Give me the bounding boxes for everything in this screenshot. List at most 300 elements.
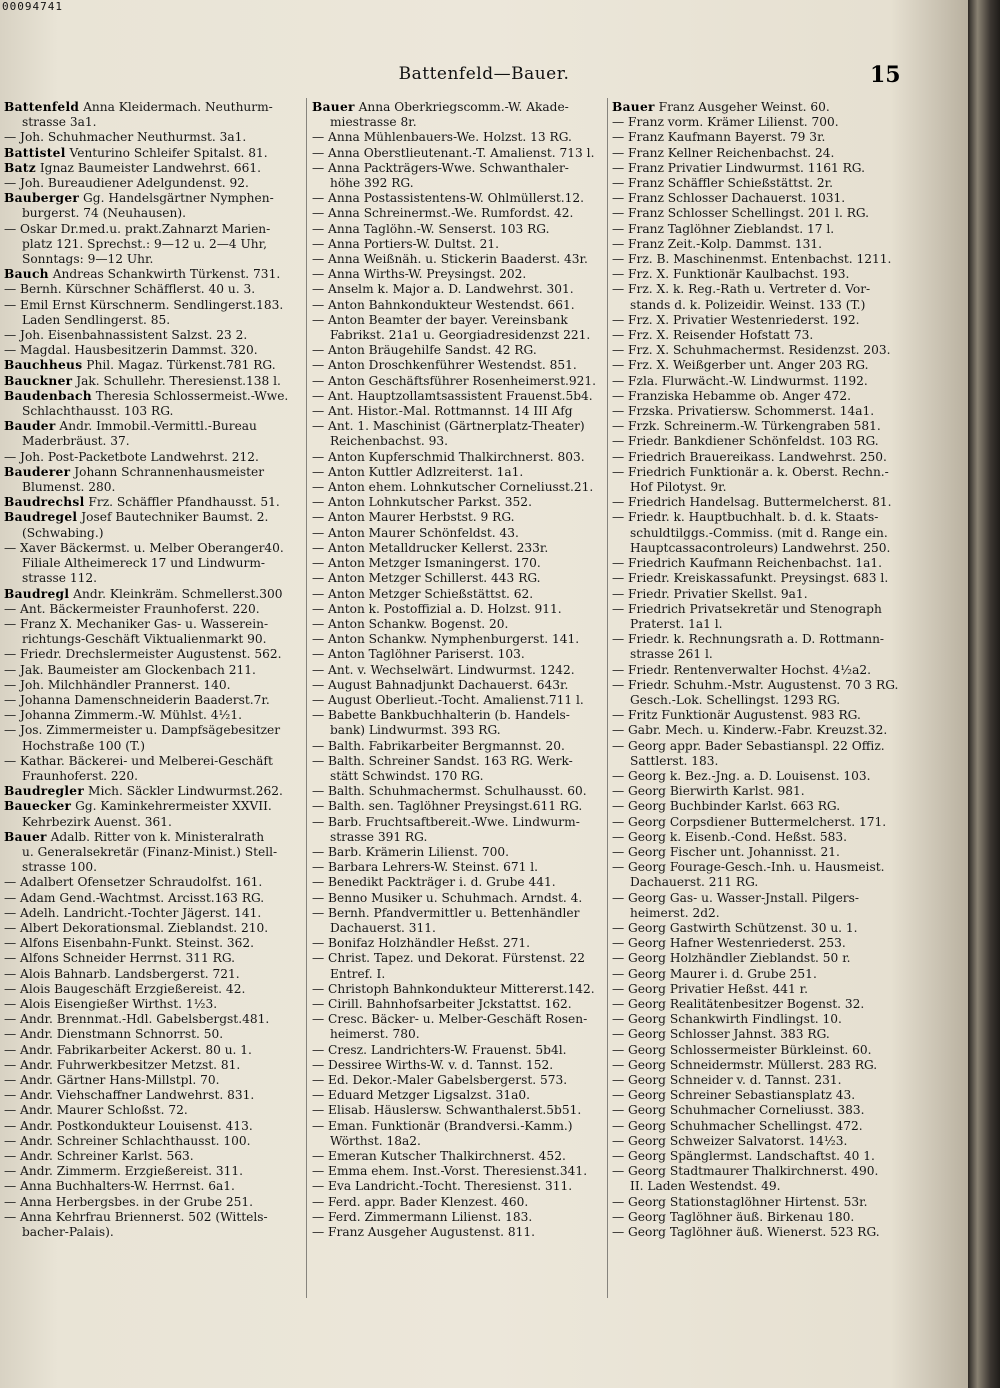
directory-entry: [312, 313, 610, 328]
surname-entry: [4, 146, 304, 161]
directory-entry: [4, 602, 304, 617]
entry-text: strasse 112.: [22, 571, 97, 586]
entry-text: — Georg Schuhmacher Corneliusst. 383.: [612, 1103, 865, 1118]
directory-entry: [312, 115, 610, 130]
entry-text: — Ant. Histor.-Mal. Rottmannst. 14 III Afg: [312, 404, 573, 419]
directory-entry: [312, 1134, 610, 1149]
entry-text: — Albert Dekorationsmal. Zieblandst. 210.: [4, 920, 269, 935]
entry-text: — Bonifaz Holzhändler Heßst. 271.: [312, 936, 531, 951]
directory-entry: [612, 647, 967, 662]
entry-text: Kehrbezirk Auenst. 361.: [22, 814, 172, 829]
entry-text: — Ed. Dekor.-Maler Gabelsbergerst. 573.: [312, 1073, 568, 1087]
entry-text: — Friedr. Drechslermeister Augustenst. 562.: [4, 647, 282, 662]
directory-entry: [4, 1195, 304, 1210]
page-number: 15: [870, 62, 901, 88]
directory-entry: [4, 997, 304, 1012]
directory-entry: [612, 739, 967, 754]
directory-entry: [4, 739, 304, 754]
directory-entry: [4, 222, 304, 237]
entry-text: — Adelh. Landricht.-Tochter Jägerst. 141.: [4, 905, 262, 920]
directory-entry: [312, 161, 610, 176]
entry-text: Fraunhoferst. 220.: [22, 768, 139, 783]
directory-entry: [612, 510, 967, 525]
surname-heading: Baudregl: [4, 586, 70, 601]
surname-entry: [4, 419, 304, 434]
entry-text: — Anton Metzger Schillerst. 443 RG.: [312, 571, 541, 586]
directory-entry: [612, 161, 967, 176]
entry-text: höhe 392 RG.: [330, 176, 414, 191]
directory-entry: [4, 647, 304, 662]
directory-entry: [312, 799, 610, 814]
directory-entry: [612, 571, 967, 586]
entry-text: schuldtilggs.-Commiss. (mit d. Range ein.: [630, 525, 888, 540]
entry-text: — Friedrich Funktionär a. k. Oberst. Rechn.-: [612, 464, 889, 479]
entry-text: — Anton Metalldrucker Kellerst. 233r.: [312, 540, 549, 555]
directory-entry: [312, 130, 610, 145]
directory-entry: [312, 1103, 610, 1118]
entry-text: Frz. Schäffler Pfandhausst. 51.: [84, 495, 280, 510]
directory-entry: [312, 754, 610, 769]
directory-entry: [4, 404, 304, 419]
directory-entry: [312, 784, 610, 799]
entry-text: — Balth. sen. Taglöhner Preysingst.611 RG.: [312, 799, 583, 814]
directory-entry: [312, 1119, 610, 1134]
entry-text: — Friedr. Privatier Skellst. 9a1.: [612, 586, 808, 601]
column-2: [312, 100, 610, 1240]
entry-text: — Georg Schneidermstr. Müllerst. 283 RG.: [612, 1057, 878, 1072]
entry-text: — Georg Taglöhner äuß. Birkenau 180.: [612, 1209, 855, 1224]
entry-text: — Balth. Schreiner Sandst. 163 RG. Werk-: [312, 753, 573, 768]
directory-entry: [312, 815, 610, 830]
entry-text: — Bernh. Kürschner Schäfflerst. 40 u. 3.: [4, 282, 256, 297]
entry-text: Andreas Schankwirth Türkenst. 731.: [48, 267, 281, 282]
surname-heading: Bauckner: [4, 373, 73, 388]
entry-text: — Andr. Fabrikarbeiter Ackerst. 80 u. 1.: [4, 1042, 252, 1057]
directory-entry: [312, 176, 610, 191]
entry-text: Laden Sendlingerst. 85.: [22, 312, 171, 327]
directory-entry: [312, 389, 610, 404]
entry-text: — Andr. Zimmerm. Erzgießereist. 311.: [4, 1164, 243, 1179]
directory-entry: [612, 632, 967, 647]
directory-entry: [312, 663, 610, 678]
surname-entry: [4, 784, 304, 799]
directory-entry: [312, 997, 610, 1012]
directory-entry: [312, 222, 610, 237]
entry-text: — Ant. v. Wechselwärt. Lindwurmst. 1242.: [312, 662, 575, 677]
entry-text: — Franz Schäffler Schießstättst. 2r.: [612, 176, 834, 191]
entry-text: — Friedr. Schuhm.-Mstr. Augustenst. 70 3 RG.: [612, 677, 899, 692]
entry-text: stands d. k. Polizeidir. Weinst. 133 (T.): [630, 297, 866, 312]
entry-text: — Anton Taglöhner Pariserst. 103.: [312, 647, 525, 662]
entry-text: — Friedrich Brauereikass. Landwehrst. 250.: [612, 449, 887, 464]
entry-text: — August Oberlieut.-Tocht. Amalienst.711 l.: [312, 692, 584, 707]
directory-entry: [4, 176, 304, 191]
entry-text: — Andr. Gärtner Hans-Millstpl. 70.: [4, 1073, 220, 1087]
directory-entry: [312, 419, 610, 434]
entry-text: — Anna Buchhalters-W. Herrnst. 6a1.: [4, 1179, 235, 1194]
directory-entry: [312, 830, 610, 845]
directory-entry: [612, 587, 967, 602]
entry-text: — Anna Wirths-W. Preysingst. 202.: [312, 267, 527, 282]
entry-text: — Andr. Viehschaffner Landwehrst. 831.: [4, 1088, 255, 1103]
directory-entry: [4, 480, 304, 495]
directory-entry: [612, 1195, 967, 1210]
entry-text: — Adam Gend.-Wachtmst. Arcisst.163 RG.: [4, 890, 265, 905]
entry-text: Gg. Kaminkehrermeister XXVII.: [71, 799, 272, 814]
directory-entry: [4, 450, 304, 465]
entry-text: — Friedrich Handelsag. Buttermelcherst. 81.: [612, 495, 892, 510]
entry-text: — Joh. Post-Packetbote Landwehrst. 212.: [4, 449, 259, 464]
entry-text: heimerst. 2d2.: [630, 905, 720, 920]
entry-text: — Anton Maurer Herbstst. 9 RG.: [312, 510, 515, 525]
entry-text: — Barb. Fruchtsaftbereit.-Wwe. Lindwurm-: [312, 814, 580, 829]
directory-entry: [612, 617, 967, 632]
directory-entry: [612, 906, 967, 921]
directory-entry: [4, 556, 304, 571]
directory-entry: [612, 1164, 967, 1179]
entry-text: — Frz. X. Schuhmachermst. Residenzst. 203.: [612, 343, 891, 358]
directory-entry: [4, 967, 304, 982]
entry-text: — Georg k. Eisenb.-Cond. Heßst. 583.: [612, 829, 847, 844]
entry-text: — Christ. Tapez. und Dekorat. Fürstenst. 22: [312, 951, 586, 966]
entry-text: — Friedr. Rentenverwalter Hochst. 4½a2.: [612, 662, 872, 677]
entry-text: — Franziska Hebamme ob. Anger 472.: [612, 388, 852, 403]
surname-entry: [4, 510, 304, 525]
surname-entry: [4, 267, 304, 282]
directory-entry: [4, 1012, 304, 1027]
entry-text: — Anna Oberstlieutenant.-T. Amalienst. 713 l.: [312, 145, 595, 160]
running-header: [0, 62, 968, 92]
entry-text: — Fzla. Flurwächt.-W. Lindwurmst. 1192.: [612, 373, 868, 388]
entry-text: — Ant. Bäckermeister Fraunhoferst. 220.: [4, 601, 260, 616]
entry-text: — Georg Corpsdiener Buttermelcherst. 171.: [612, 814, 887, 829]
entry-text: — Franz Schlosser Dachauerst. 1031.: [612, 191, 846, 206]
directory-entry: [312, 1043, 610, 1058]
entry-text: burgerst. 74 (Neuhausen).: [22, 206, 186, 221]
surname-entry: [4, 495, 304, 510]
entry-text: — August Bahnadjunkt Dachauerst. 643r.: [312, 677, 569, 692]
entry-text: — Georg Hafner Westenriederst. 253.: [612, 936, 846, 951]
entry-text: — Franz Privatier Lindwurmst. 1161 RG.: [612, 160, 865, 175]
entry-text: Reichenbachst. 93.: [330, 434, 449, 449]
entry-text: — Balth. Fabrikarbeiter Bergmannst. 20.: [312, 738, 565, 753]
entry-text: — Eva Landricht.-Tocht. Theresienst. 311.: [312, 1179, 573, 1194]
directory-entry: [612, 951, 967, 966]
directory-entry: [612, 769, 967, 784]
directory-entry: [312, 951, 610, 966]
surname-heading: Bauderer: [4, 464, 71, 479]
directory-entry: [4, 951, 304, 966]
directory-entry: [612, 1149, 967, 1164]
entry-text: — Franz Schlosser Schellingst. 201 l. RG.: [612, 206, 870, 221]
directory-entry: [612, 298, 967, 313]
entry-text: — Georg Realitätenbesitzer Bogenst. 32.: [612, 996, 865, 1011]
entry-text: strasse 261 l.: [630, 647, 713, 662]
entry-text: Blumenst. 280.: [22, 480, 116, 495]
entry-text: — Kathar. Bäckerei- und Melberei-Geschäft: [4, 753, 273, 768]
entry-text: — Alfons Schneider Herrnst. 311 RG.: [4, 951, 236, 966]
entry-text: Anna Kleidermach. Neuthurm-: [79, 100, 273, 114]
entry-text: — Georg Schreiner Sebastiansplatz 43.: [612, 1088, 856, 1103]
directory-entry: [612, 997, 967, 1012]
entry-text: — Friedr. k. Rechnungsrath a. D. Rottmann-: [612, 632, 885, 647]
entry-text: — Georg Maurer i. d. Grube 251.: [612, 966, 817, 981]
entry-text: Gesch.-Lok. Schellingst. 1293 RG.: [630, 692, 841, 707]
directory-entry: [312, 358, 610, 373]
directory-entry: [4, 526, 304, 541]
entry-text: Sattlerst. 183.: [630, 753, 719, 768]
entry-text: — Frz. X. Reisender Hofstatt 73.: [612, 328, 814, 343]
entry-text: — Magdal. Hausbesitzerin Dammst. 320.: [4, 343, 258, 358]
entry-text: Ignaz Baumeister Landwehrst. 661.: [35, 160, 262, 175]
directory-entry: [312, 282, 610, 297]
directory-entry: [312, 982, 610, 997]
entry-text: — Barb. Krämerin Lilienst. 700.: [312, 844, 509, 859]
entry-text: — Frz. X. Funktionär Kaulbachst. 193.: [612, 267, 850, 282]
entry-text: — Frz. X. k. Reg.-Rath u. Vertreter d. Vor-: [612, 282, 871, 297]
directory-entry: [4, 663, 304, 678]
entry-text: — Andr. Maurer Schloßst. 72.: [4, 1103, 188, 1118]
entry-text: Praterst. 1a1 l.: [630, 616, 723, 631]
directory-entry: [312, 267, 610, 282]
directory-entry: [312, 936, 610, 951]
directory-entry: [612, 1058, 967, 1073]
entry-text: — Cirill. Bahnhofsarbeiter Jckstattst. 162.: [312, 996, 572, 1011]
entry-text: — Andr. Schreiner Karlst. 563.: [4, 1149, 194, 1164]
entry-text: — Eman. Funktionär (Brandversi.-Kamm.): [312, 1118, 573, 1133]
entry-text: Jak. Schullehr. Theresienst.138 l.: [72, 373, 281, 388]
entry-text: — Anna Schreinermst.-We. Rumfordst. 42.: [312, 206, 574, 221]
directory-entry: [312, 617, 610, 632]
column-1: [4, 100, 304, 1240]
surname-entry: [612, 100, 967, 115]
directory-entry: [4, 693, 304, 708]
directory-entry: [612, 799, 967, 814]
directory-entry: [612, 206, 967, 221]
entry-text: — Anna Postassistentens-W. Ohlmüllerst.12.: [312, 191, 584, 206]
directory-entry: [312, 708, 610, 723]
entry-text: — Fritz Funktionär Augustenst. 983 RG.: [612, 708, 861, 723]
directory-entry: [312, 541, 610, 556]
directory-entry: [4, 1210, 304, 1225]
directory-entry: [312, 678, 610, 693]
directory-entry: [612, 419, 967, 434]
entry-text: — Joh. Milchhändler Prannerst. 140.: [4, 677, 231, 692]
surname-heading: Bauch: [4, 267, 49, 282]
entry-text: — Cresz. Landrichters-W. Frauenst. 5b4l.: [312, 1042, 567, 1057]
entry-text: — Balth. Schuhmachermst. Schulhausst. 60.: [312, 784, 587, 799]
surname-entry: [4, 358, 304, 373]
directory-entry: [312, 556, 610, 571]
directory-entry: [4, 678, 304, 693]
directory-entry: [612, 815, 967, 830]
entry-text: — Jak. Baumeister am Glockenbach 211.: [4, 662, 256, 677]
directory-entry: [312, 647, 610, 662]
entry-text: — Oskar Dr.med.u. prakt.Zahnarzt Marien-: [4, 221, 271, 236]
entry-text: Theresia Schlossermeist.-Wwe.: [91, 388, 289, 403]
entry-text: Wörthst. 18a2.: [330, 1133, 421, 1148]
directory-entry: [612, 191, 967, 206]
entry-text: — Georg appr. Bader Sebastianspl. 22 Offiz.: [612, 738, 885, 753]
surname-entry: [4, 389, 304, 404]
entry-text: — Friedr. Kreiskassafunkt. Preysingst. 683 l.: [612, 571, 889, 586]
directory-entry: [612, 1179, 967, 1194]
entry-text: — Anton Lohnkutscher Parkst. 352.: [312, 495, 532, 510]
entry-text: richtungs-Geschäft Viktualienmarkt 90.: [22, 632, 267, 647]
directory-entry: [4, 708, 304, 723]
directory-entry: [612, 267, 967, 282]
surname-entry: [4, 587, 304, 602]
entry-text: (Schwabing.): [22, 525, 104, 540]
entry-text: — Alois Eisengießer Wirthst. 1½3.: [4, 996, 218, 1011]
directory-entry: [4, 541, 304, 556]
entry-text: Maderbräust. 37.: [22, 434, 130, 449]
entry-text: — Anton Schankw. Nymphenburgerst. 141.: [312, 632, 580, 647]
entry-text: — Anna Portiers-W. Dultst. 21.: [312, 236, 499, 251]
entry-text: — Franz Taglöhner Zieblandst. 17 l.: [612, 221, 835, 236]
directory-entry: [4, 982, 304, 997]
directory-entry: [312, 769, 610, 784]
entry-text: bacher-Palais).: [22, 1225, 114, 1240]
entry-text: miestrasse 8r.: [330, 115, 417, 130]
entry-text: — Andr. Dienstmann Schnorrst. 50.: [4, 1027, 224, 1042]
directory-entry: [612, 252, 967, 267]
entry-text: strasse 3a1.: [22, 115, 97, 130]
directory-entry: [312, 739, 610, 754]
directory-entry: [612, 1012, 967, 1027]
entry-text: — Gabr. Mech. u. Kinderw.-Fabr. Kreuzst.32.: [612, 723, 888, 738]
directory-entry: [612, 374, 967, 389]
book-spine: [968, 0, 1000, 1388]
directory-entry: [612, 1073, 967, 1088]
directory-entry: [612, 693, 967, 708]
entry-text: — Elisab. Häuslersw. Schwanthalerst.5b51.: [312, 1103, 582, 1118]
directory-entry: [4, 1134, 304, 1149]
entry-text: — Anton Kuttler Adlzreiterst. 1a1.: [312, 464, 524, 479]
surname-heading: Battistel: [4, 145, 66, 160]
entry-text: — Andr. Postkondukteur Louisenst. 413.: [4, 1118, 253, 1133]
directory-entry: [312, 967, 610, 982]
entry-text: — Friedr. k. Hauptbuchhalt. b. d. k. Staats-: [612, 510, 879, 525]
entry-text: — Cresc. Bäcker- u. Melber-Geschäft Rosen-: [312, 1012, 588, 1027]
entry-text: — Alois Baugeschäft Erzgießereist. 42.: [4, 981, 246, 996]
directory-entry: [4, 343, 304, 358]
surname-entry: [4, 191, 304, 206]
entry-text: — Emma ehem. Inst.-Vorst. Theresienst.341.: [312, 1164, 588, 1179]
entry-text: — Georg Schweizer Salvatorst. 14½3.: [612, 1133, 848, 1148]
entry-text: — Georg Privatier Heßst. 441 r.: [612, 981, 809, 996]
directory-entry: [4, 1119, 304, 1134]
entry-text: — Ferd. appr. Bader Klenzest. 460.: [312, 1194, 529, 1209]
entry-text: — Alfons Eisenbahn-Funkt. Steinst. 362.: [4, 936, 255, 951]
entry-text: — Georg Fourage-Gesch.-Inh. u. Hausmeist.: [612, 860, 885, 875]
entry-text: Entref. I.: [330, 966, 386, 981]
directory-entry: [312, 1149, 610, 1164]
directory-entry: [312, 587, 610, 602]
entry-text: — Anselm k. Major a. D. Landwehrst. 301.: [312, 282, 574, 297]
directory-entry: [312, 252, 610, 267]
entry-text: — Ant. 1. Maschinist (Gärtnerplatz-Theater): [312, 419, 585, 434]
directory-entry: [4, 1058, 304, 1073]
directory-entry: [612, 1103, 967, 1118]
surname-heading: Batz: [4, 160, 36, 175]
entry-text: — Ant. Hauptzollamtsassistent Frauenst.5b4.: [312, 388, 593, 403]
directory-entry: [612, 860, 967, 875]
entry-text: — Emil Ernst Kürschnerm. Sendlingerst.183.: [4, 297, 284, 312]
entry-text: — Ferd. Zimmermann Lilienst. 183.: [312, 1209, 533, 1224]
surname-entry: [4, 799, 304, 814]
entry-text: Franz Ausgeher Weinst. 60.: [654, 100, 830, 114]
entry-text: — Georg Gastwirth Schützenst. 30 u. 1.: [612, 920, 858, 935]
directory-entry: [612, 1119, 967, 1134]
entry-text: — Georg Spänglermst. Landschaftst. 40 1.: [612, 1149, 875, 1164]
directory-entry: [4, 617, 304, 632]
entry-text: — Frzska. Privatiersw. Schommerst. 14a1.: [612, 404, 875, 419]
directory-entry: [312, 632, 610, 647]
directory-entry: [4, 1088, 304, 1103]
page-title: Battenfeld—Bauer.: [398, 64, 570, 84]
directory-entry: [612, 434, 967, 449]
entry-text: — Joh. Eisenbahnassistent Salzst. 23 2.: [4, 328, 248, 343]
directory-entry: [4, 571, 304, 586]
entry-text: — Joh. Bureaudiener Adelgundenst. 92.: [4, 176, 249, 191]
entry-text: Phil. Magaz. Türkenst.781 RG.: [82, 358, 276, 373]
directory-entry: [312, 602, 610, 617]
directory-entry: [4, 1149, 304, 1164]
directory-entry: [312, 343, 610, 358]
entry-text: — Franz Ausgeher Augustenst. 811.: [312, 1225, 535, 1240]
directory-entry: [4, 130, 304, 145]
directory-entry: [612, 450, 967, 465]
directory-entry: [612, 784, 967, 799]
surname-heading: Bauder: [4, 419, 56, 434]
entry-text: — Georg k. Bez.-Jng. a. D. Louisenst. 103.: [612, 768, 871, 783]
directory-entry: [612, 1088, 967, 1103]
entry-text: stätt Schwindst. 170 RG.: [330, 768, 484, 783]
entry-text: — Anton Beamter der bayer. Vereinsbank: [312, 312, 568, 327]
surname-heading: Baudenbach: [4, 388, 92, 403]
entry-text: strasse 100.: [22, 860, 97, 875]
column-rule: [306, 98, 307, 1298]
directory-entry: [312, 1195, 610, 1210]
entry-text: — Anton Geschäftsführer Rosenheimerst.921.: [312, 373, 596, 388]
entry-text: — Franz vorm. Krämer Lilienst. 700.: [612, 115, 839, 130]
entry-text: — Anna Kehrfrau Briennerst. 502 (Wittels-: [4, 1209, 268, 1224]
entry-text: u. Generalsekretär (Finanz-Minist.) Stell-: [22, 844, 278, 859]
directory-entry: [312, 571, 610, 586]
directory-entry: [612, 495, 967, 510]
entry-text: — Anton Schankw. Bogenst. 20.: [312, 616, 509, 631]
directory-entry: [4, 1164, 304, 1179]
directory-entry: [312, 845, 610, 860]
entry-text: — Georg Schlossermeister Bürkleinst. 60.: [612, 1042, 872, 1057]
entry-text: — Georg Schankwirth Findlingst. 10.: [612, 1012, 842, 1027]
directory-entry: [312, 1058, 610, 1073]
entry-text: — Friedrich Privatsekretär und Stenograph: [612, 601, 882, 616]
entry-text: Dachauerst. 211 RG.: [630, 875, 759, 890]
directory-entry: [612, 678, 967, 693]
entry-text: Venturino Schleifer Spitalst. 81.: [65, 145, 268, 160]
entry-text: — Friedr. Bankdiener Schönfeldst. 103 RG.: [612, 434, 879, 449]
entry-text: Johann Schrannenhausmeister: [70, 464, 265, 479]
entry-text: Filiale Altheimereck 17 und Lindwurm-: [22, 556, 266, 571]
entry-text: — Franz Zeit.-Kolp. Dammst. 131.: [612, 236, 822, 251]
directory-entry: [312, 328, 610, 343]
entry-text: — Franz Kellner Reichenbachst. 24.: [612, 145, 835, 160]
surname-heading: Baudregler: [4, 784, 85, 799]
directory-entry: [4, 206, 304, 221]
entry-text: — Bernh. Pfandvermittler u. Bettenhändler: [312, 905, 580, 920]
